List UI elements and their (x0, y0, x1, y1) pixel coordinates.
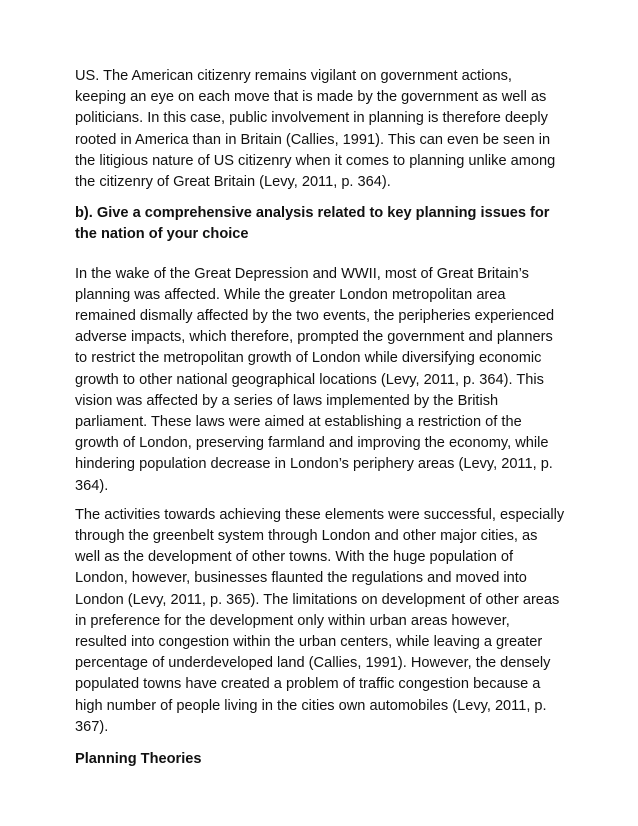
section-heading-planning-theories: Planning Theories (75, 751, 202, 768)
document-page (75, 66, 565, 770)
paragraph-greenbelt: The activities towards achieving these elements were successful, especially through the greenbelt system through London and other major cities, as well as the development of other towns. With the huge population of London, however, businesses flaunted the regulations and moved into London (Levy, 2011, p. 365). The limitations on development of other areas in preference for the development only within urban areas however, resulted into congestion within the urban centers, while leaving a greater percentage of underdeveloped land (Callies, 1991). However, the densely populated towns have created a problem of traffic congestion because a high number of people living in the cities own automobiles (Levy, 2011, p. 367). (75, 506, 565, 735)
paragraph-great-depression: In the wake of the Great Depression and WWII, most of Great Britain’s planning was affected. While the greater London metropolitan area remained dismally affected by the two events, the peripheries experienced adverse impacts, which therefore, prompted the government and planners to restrict the metropolitan growth of London while diversifying economic growth to other national geographical locations (Levy, 2011, p. 364). This vision was affected by a series of laws implemented by the British parliament. These laws were aimed at establishing a restriction of the growth of London, preserving farmland and improving the economy, while hindering population decrease in London’s periphery areas (Levy, 2011, p. 364). (75, 265, 555, 494)
section-heading-b: b). Give a comprehensive analysis related to key planning issues for the nation of your choice (75, 205, 550, 243)
paragraph-public-involvement: US. The American citizenry remains vigilant on government actions, keeping an eye on each move that is made by the government as well as politicians. In this case, public involvement in planning is therefore deeply rooted in America than in Britain (Callies, 1991). This can even be seen in the litigious nature of US citizenry when it comes to planning unlike among the citizenry of Great Britain (Levy, 2011, p. 364). (75, 68, 556, 191)
